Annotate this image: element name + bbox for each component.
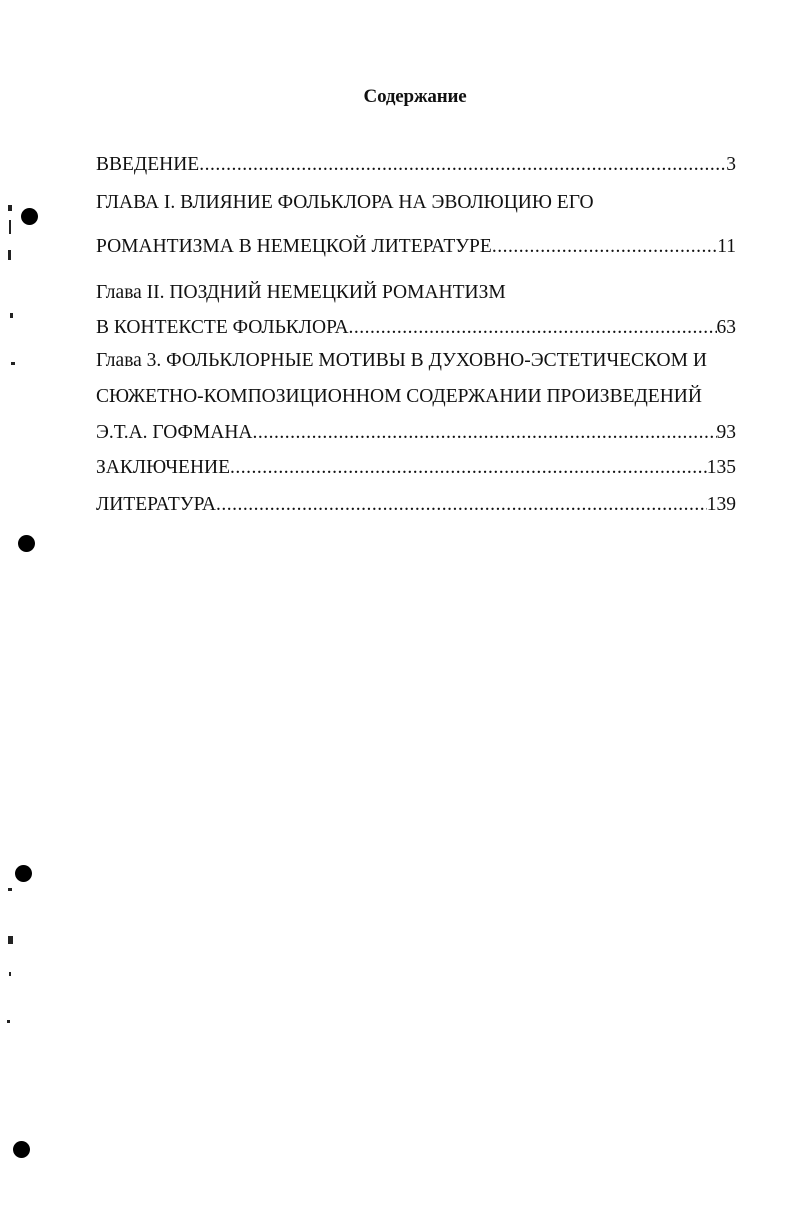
toc-entry-title: РОМАНТИЗМА В НЕМЕЦКОЙ ЛИТЕРАТУРЕ [96,236,492,257]
toc-entry-title: ЛИТЕРАТУРА [96,494,216,515]
scan-speck [8,888,12,891]
scan-speck [9,972,11,976]
scan-speck [7,1020,10,1023]
toc-entry-title: СЮЖЕТНО-КОМПОЗИЦИОННОМ СОДЕРЖАНИИ ПРОИЗВЕДЕНИЙ [96,386,702,407]
scan-speck [8,205,12,211]
toc-entry-chapter3-line1 [96,346,736,376]
toc-page-number: 139 [706,494,736,515]
toc-entry-introduction [96,150,736,180]
toc-entry-literature [96,490,736,520]
toc-entry-title: ГЛАВА I. ВЛИЯНИЕ ФОЛЬКЛОРА НА ЭВОЛЮЦИЮ ЕГО [96,192,594,213]
scan-speck [8,250,11,260]
toc-page-number: 93 [716,422,736,443]
page-title: Содержание [363,86,467,107]
toc-entry-chapter3-line2 [96,382,736,412]
toc-leader-dots [253,418,717,448]
toc-leader-dots [492,232,717,262]
punch-hole-4 [13,1141,30,1158]
toc-entry-chapter2-line1 [96,278,736,308]
punch-hole-2 [18,535,35,552]
toc-entry-title: Э.Т.А. ГОФМАНА [96,422,253,443]
scan-speck [8,936,13,944]
toc-page-number: 135 [706,457,736,478]
punch-hole-1 [21,208,38,225]
toc-entry-chapter3 [96,418,736,448]
toc-leader-dots [349,313,717,343]
toc-entry-chapter1 [96,232,736,262]
toc-entry-conclusion [96,453,736,483]
toc-leader-dots [216,490,707,520]
toc-entry-title: Глава II. ПОЗДНИЙ НЕМЕЦКИЙ РОМАНТИЗМ [96,282,506,303]
toc-entry-chapter1-line1 [96,188,736,218]
punch-hole-3 [15,865,32,882]
toc-entry-title: Глава 3. ФОЛЬКЛОРНЫЕ МОТИВЫ В ДУХОВНО-ЭСТЕТИЧЕСКОМ И [96,350,707,371]
scan-speck [10,313,13,318]
toc-entry-chapter2 [96,313,736,343]
toc-leader-dots [199,150,726,180]
toc-page-number: 11 [717,236,736,257]
toc-entry-title: В КОНТЕКСТЕ ФОЛЬКЛОРА [96,317,349,338]
toc-entry-title: ЗАКЛЮЧЕНИЕ [96,457,231,478]
toc-page-number: 63 [716,317,736,338]
scan-speck [11,362,15,365]
scan-speck [9,220,11,234]
toc-page-number: 3 [726,154,736,175]
toc-entry-title: ВВЕДЕНИЕ [96,154,200,175]
toc-leader-dots [230,453,707,483]
